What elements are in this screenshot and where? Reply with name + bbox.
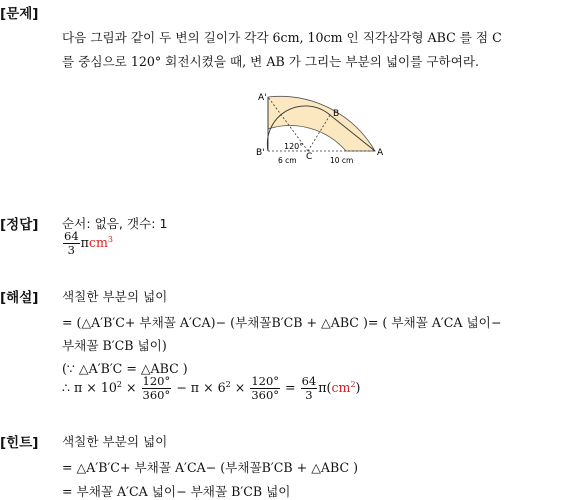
solution-line-2: = (△A′B′C+ 부채꼴 A′CA)− (부채꼴B′CB + △ABC )= ( 부채꼴 A′CA 넓이− [62,315,502,330]
label-a-prime: A' [258,93,267,103]
hint-line-1: 색칠한 부분의 넓이 [62,434,168,449]
rotation-figure [250,85,390,170]
answer-meta: 순서: 없음, 갯수: 1 [62,216,168,231]
answer-unit: $cm^3$ [88,234,114,250]
solution-line-1: 색칠한 부분의 넓이 [62,289,168,304]
hint-line-2: = △A′B′C+ 부채꼴 A′CA− (부채꼴B′CB + △ABC ) [62,460,359,475]
hint-line-3: = 부채꼴 A′CA 넓이− 부채꼴 B′CB 넓이 [62,484,291,499]
fraction-120-360-a: $\frac{120^\circ}{360^\circ}$ [142,374,171,402]
answer-pi: π [80,235,89,250]
fraction-64-3: $\frac{64}{3}$ [301,374,317,402]
label-b: B [333,109,340,119]
label-len-long: 10 cm [330,156,354,165]
label-b-prime: B' [256,148,265,158]
label-angle: 120° [284,142,304,151]
label-len-short: 6 cm [278,156,297,165]
answer-header: [정답] [0,217,39,233]
answer-value [62,230,113,257]
problem-line-2: 를 중심으로 120° 회전시켰을 때, 변 AB 가 그리는 부분의 넓이를 구하여라. [62,54,480,69]
fraction-120-360-b: $\frac{120^\circ}{360^\circ}$ [251,374,280,402]
answer-numerator: 64 [64,229,79,243]
label-a: A [377,148,384,158]
answer-fraction [63,230,80,257]
solution-line-5: ∴ $\pi \times 10^2$ × $\frac{120^\circ}{360^\circ}$ − $\pi \times 6^2$ × $\frac{120^\circ}{360^\circ}$ = $\frac{64}{3}$ $\pi(cm^2)$ [62,374,361,402]
problem-line-1: 다음 그림과 같이 두 변의 길이가 각각 6cm, 10cm 인 직각삼각형 ABC 를 점 C [62,30,502,45]
label-c: C [306,152,313,162]
solution-header: [해설] [0,290,39,306]
answer-denominator: 3 [67,243,75,257]
solution-unit: $cm^2$ [331,379,356,395]
solution-line-4: (∵ △A′B′C = △ABC ) [62,361,188,376]
solution-line-3: 부채꼴 B′CB 넓이) [62,338,167,353]
hint-header: [힌트] [0,435,39,451]
problem-header: [문제] [0,6,39,22]
